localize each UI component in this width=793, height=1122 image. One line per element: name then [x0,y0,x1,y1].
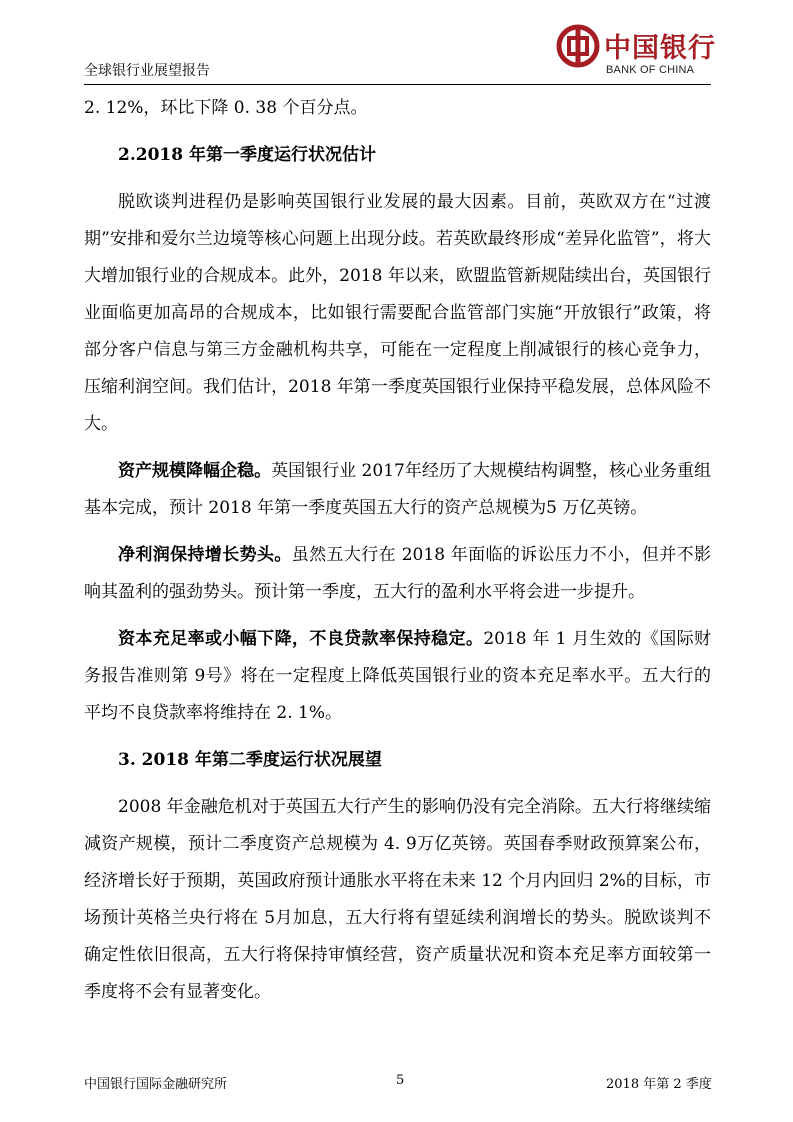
paragraph-capital-ratio [84,621,711,732]
page-number: 5 [396,1073,405,1088]
text-asset-scale: 英国银行业 2017年经历了大规模结构调整，核心业务重组基本完成，预计 2018 年第一季度英国五大行的资产总规模为5 万亿英镑。 [84,461,711,518]
text-capital-ratio: 2018 年 1 月生效的《国际财务报告准则第 9号》将在一定程度上降低英国银行业的资本充足率水平。五大行的平均不良贷款率将维持在 2. 1%。 [84,629,712,723]
report-title: 全球银行业展望报告 [84,63,210,79]
page-body [84,90,711,1011]
paragraph-continuation: 2. 12%，环比下降 0. 38 个百分点。 [84,98,368,118]
header-divider [84,84,711,85]
footer-period: 2018 年第 2 季度 [606,1077,712,1092]
paragraph-asset-scale [84,453,711,527]
paragraph-q2-outlook: 2008 年金融危机对于英国五大行产生的影响仍没有完全消除。五大行将继续缩减资产规模，预计二季度资产总规模为 4. 9万亿英镑。英国春季财政预算案公布，经济增长好于预期，英国政府预计通胀水平将在未来 12 个月内回归 2%的目标，市场预计英格兰央行将在 5月加息，五大行将有望延续利润增长的势头。脱欧谈判不确定性依旧很高，五大行将保持审慎经营，资产质量状况和资本充足率方面较第一季度将不会有显著变化。 [84,797,711,1002]
bank-of-china-emblem-icon [556,24,600,68]
footer-institute: 中国银行国际金融研究所 [84,1077,228,1092]
text-net-profit: 虽然五大行在 2018 年面临的诉讼压力不小，但并不影响其盈利的强劲势头。预计第一季度，五大行的盈利水平将会进一步提升。 [84,545,712,602]
section-heading-q2-outlook: 3. 2018 年第二季度运行状况展望 [118,750,382,770]
logo-chinese-name: 中国银行 [604,33,716,64]
lead-capital-ratio: 资本充足率或小幅下降，不良贷款率保持稳定。 [118,629,484,649]
bank-logo [556,24,716,80]
lead-net-profit: 净利润保持增长势头。 [118,545,292,565]
paragraph-brexit: 脱欧谈判进程仍是影响英国银行业发展的最大因素。目前，英欧双方在“过渡期”安排和爱尔兰边境等核心问题上出现分歧。若英欧最终形成“差异化监管”，将大大增加银行业的合规成本。此外，2018 年以来，欧盟监管新规陆续出台，英国银行业面临更加高昂的合规成本，比如银行需要配合监管部门实施“开放银行”政策，将部分客户信息与第三方金融机构共享，可能在一定程度上削减银行的核心竞争力，压缩利润空间。我们估计，2018 年第一季度英国银行业保持平稳发展，总体风险不大。 [84,192,711,434]
logo-english-name: BANK OF CHINA [606,64,695,76]
paragraph-net-profit [84,537,711,611]
section-heading-q1-estimate: 2.2018 年第一季度运行状况估计 [118,145,376,165]
lead-asset-scale: 资产规模降幅企稳。 [118,461,272,481]
